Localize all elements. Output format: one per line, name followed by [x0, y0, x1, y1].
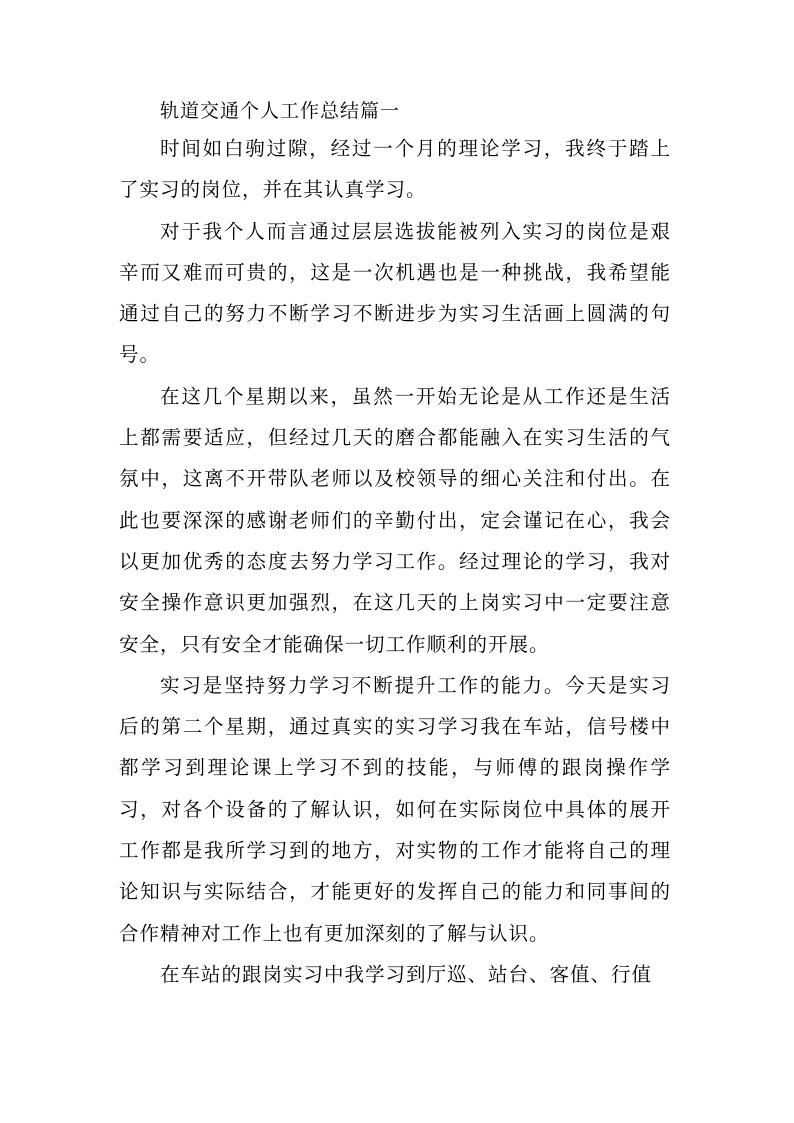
document-title: 轨道交通个人工作总结篇一 [160, 100, 401, 122]
paragraph-3: 在这几个星期以来，虽然一开始无论是从工作还是生活上都需要适应，但经过几天的磨合都能融入在实习生活的气氛中，这离不开带队老师以及校领导的细心关注和付出。在此也要深深的感谢老师们的辛勤付出，定会谨记在心，我会以更加优秀的态度去努力学习工作。经过理论的学习，我对安全操作意识更加强烈，在这几天的上岗实习中一定要注意安全，只有安全才能确保一切工作顺利的开展。 [119, 384, 671, 656]
paragraph-5: 在车站的跟岗实习中我学习到厅巡、站台、客值、行值 [160, 962, 653, 986]
paragraph-4: 实习是坚持努力学习不断提升工作的能力。今天是实习后的第二个星期，通过真实的实习学习我在车站，信号楼中都学习到理论课上学习不到的技能，与师傅的跟岗操作学习，对各个设备的了解认识，如何在实际岗位中具体的展开工作都是我所学习到的地方，对实物的工作才能将自己的理论知识与实际结合，才能更好的发挥自己的能力和同事间的合作精神对工作上也有更加深刻的了解与认识。 [119, 673, 671, 945]
paragraph-1: 时间如白驹过隙，经过一个月的理论学习，我终于踏上了实习的岗位，并在其认真学习。 [119, 137, 671, 202]
document-body [119, 94, 671, 995]
paragraph-2: 对于我个人而言通过层层选拔能被列入实习的岗位是艰辛而又难而可贵的，这是一次机遇也是一种挑战，我希望能通过自己的努力不断学习不断进步为实习生活画上圆满的句号。 [119, 219, 671, 367]
